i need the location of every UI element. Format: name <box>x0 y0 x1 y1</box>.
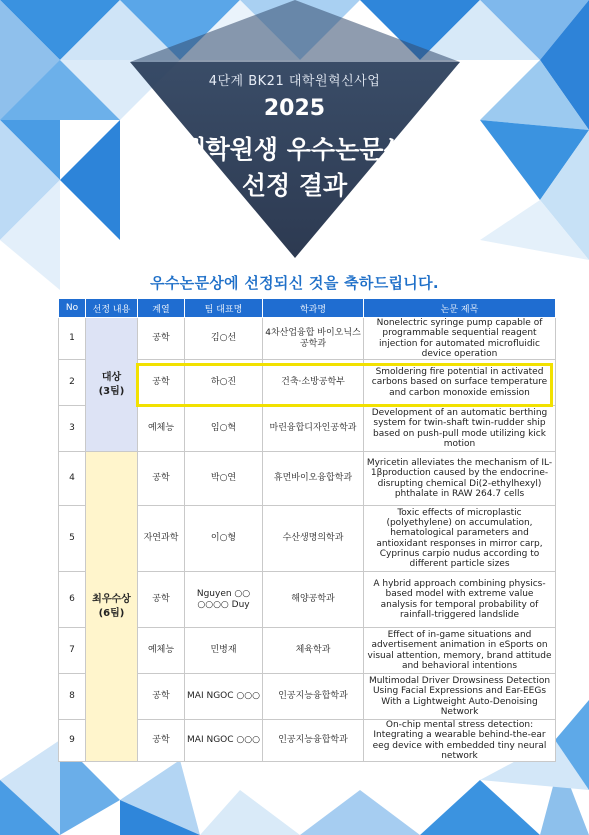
congrats-message: 우수논문상에 선정되신 것을 축하드립니다. <box>150 274 439 292</box>
row-no: 1 <box>59 318 86 360</box>
table-row <box>59 452 556 506</box>
award-name: 대상 <box>101 371 122 383</box>
row-department: 마린융합디자인공학과 <box>263 406 364 452</box>
row-paper-title: Nonelectric syringe pump capable of programmable sequential reagent injection for automated microfluidic device operation <box>364 318 556 360</box>
row-paper-title: Smoldering fire potential in activated carbons based on surface temperature and carbon monoxide emission <box>364 360 556 406</box>
row-representative: 박○연 <box>185 452 263 506</box>
row-representative: 민병재 <box>185 628 263 674</box>
row-representative: 이○형 <box>185 506 263 572</box>
page-title-line2: 선정 결과 <box>241 171 348 200</box>
row-field: 공학 <box>138 452 185 506</box>
row-paper-title: Development of an automatic berthing system for twin-shaft twin-rudder ship based on push-pull mode utilizing kick motion <box>364 406 556 452</box>
row-no: 8 <box>59 674 86 720</box>
header-department: 학과명 <box>263 299 364 318</box>
row-department: 체육학과 <box>263 628 364 674</box>
program-subtitle: 4단계 BK21 대학원혁신사업 <box>208 74 381 89</box>
row-representative: MAI NGOC ○○○ <box>185 720 263 762</box>
awards-table <box>58 298 556 762</box>
row-field: 공학 <box>138 572 185 628</box>
row-department: 4차산업융합 바이오닉스공학과 <box>263 318 364 360</box>
row-paper-title: Multimodal Driver Drowsiness Detection Using Facial Expressions and Ear-EEGs With a Lightweight Auto-Denoising Network <box>364 674 556 720</box>
row-no: 9 <box>59 720 86 762</box>
row-representative: 김○선 <box>185 318 263 360</box>
header-no: No <box>59 299 86 318</box>
header-field: 계열 <box>138 299 185 318</box>
header-representative: 팀 대표명 <box>185 299 263 318</box>
row-field: 공학 <box>138 674 185 720</box>
row-department: 수산생명의학과 <box>263 506 364 572</box>
row-no: 6 <box>59 572 86 628</box>
row-department: 건축·소방공학부 <box>263 360 364 406</box>
row-representative: Nguyen ○○ ○○○○ Duy <box>185 572 263 628</box>
row-field: 공학 <box>138 360 185 406</box>
row-department: 인공지능융합학과 <box>263 720 364 762</box>
row-no: 3 <box>59 406 86 452</box>
row-field: 공학 <box>138 318 185 360</box>
award-name: 최우수상 <box>92 593 131 605</box>
row-no: 5 <box>59 506 86 572</box>
table-header-row <box>59 299 556 318</box>
row-representative: 하○진 <box>185 360 263 406</box>
table-row <box>59 318 556 360</box>
row-paper-title: On-chip mental stress detection: Integrating a wearable behind-the-ear eeg device with embedded tiny neural network <box>364 720 556 762</box>
row-paper-title: Effect of in-game situations and advertisement animation in eSports on visual attention, memory, brand attitude and behavioral intentions <box>364 628 556 674</box>
row-field: 예체능 <box>138 406 185 452</box>
row-representative: 임○혁 <box>185 406 263 452</box>
row-representative: MAI NGOC ○○○ <box>185 674 263 720</box>
row-department: 해양공학과 <box>263 572 364 628</box>
row-field: 공학 <box>138 720 185 762</box>
award-count: (3팀) <box>98 385 125 397</box>
header-award: 선정 내용 <box>86 299 138 318</box>
row-paper-title: A hybrid approach combining physics-based model with extreme value analysis for temporal probability of rainfall-triggered landslide <box>364 572 556 628</box>
header-paper-title: 논문 제목 <box>364 299 556 318</box>
row-no: 4 <box>59 452 86 506</box>
row-field: 자연과학 <box>138 506 185 572</box>
row-department: 인공지능융합학과 <box>263 674 364 720</box>
award-count: (6팀) <box>98 607 125 619</box>
row-no: 2 <box>59 360 86 406</box>
row-paper-title: Toxic effects of microplastic (polyethylene) on accumulation, hematological parameters and antioxidant responses in mirror carp, Cyprinus carpio nudus according to different particle sizes <box>364 506 556 572</box>
row-paper-title: Myricetin alleviates the mechanism of IL-1βproduction caused by the endocrine-disrupting chemical Di(2-ethylhexyl) phthalate in RAW 264.7 cells <box>364 452 556 506</box>
page-title: 대학원생 우수논문상 <box>181 135 408 164</box>
row-department: 휴먼바이오융합학과 <box>263 452 364 506</box>
row-field: 예체능 <box>138 628 185 674</box>
award-excellence <box>86 452 138 762</box>
year-label: 2025 <box>263 96 326 121</box>
row-no: 7 <box>59 628 86 674</box>
award-grand-prize <box>86 318 138 452</box>
